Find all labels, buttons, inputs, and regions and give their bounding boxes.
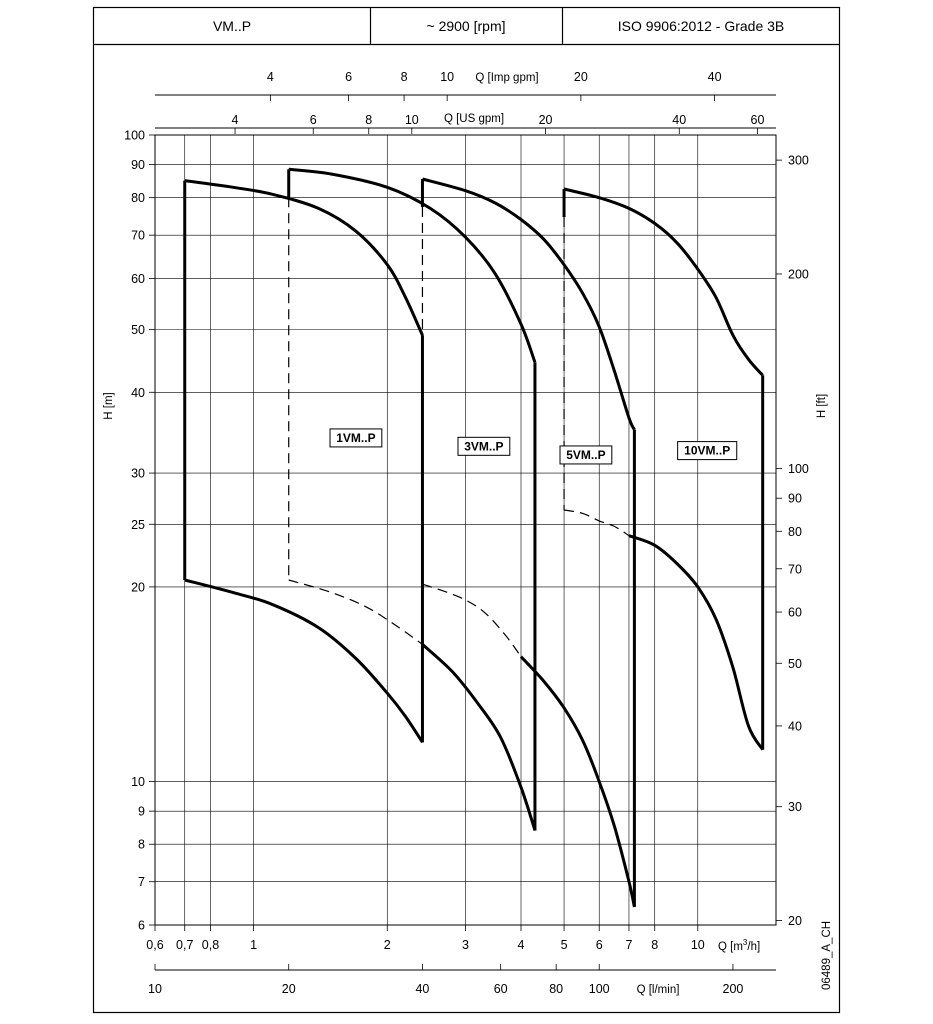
tick-label-l-min: 80 [549, 982, 564, 996]
curves [185, 169, 763, 907]
bottom-axis-title [718, 938, 760, 953]
tick-label-h-m: 6 [138, 918, 145, 933]
tick-label-h-m: 8 [138, 837, 145, 852]
left-axis-title: H [m] [103, 392, 115, 420]
bottom-axis-title-end: /h] [747, 941, 761, 953]
tick-label-h-ft: 30 [788, 800, 802, 815]
tick-label-l-min: 200 [722, 982, 744, 996]
tick-label-h-ft: 40 [788, 719, 802, 734]
tick-label-us-gpm: 60 [750, 113, 765, 127]
header-speed: ~ 2900 [rpm] [426, 18, 506, 34]
tick-label-q-m3h: 3 [462, 938, 469, 952]
series-label-text-5vm-p: 5VM..P [566, 447, 606, 462]
curve-dashed-5vm-p [423, 584, 522, 657]
tick-label-h-m: 50 [131, 323, 145, 338]
curve-min-1vm-p [185, 580, 423, 742]
curve-max-10vm-p [564, 189, 763, 375]
tick-label-h-m: 70 [131, 228, 145, 243]
tick-label-l-min: 100 [588, 982, 610, 996]
axis-ticks [124, 70, 809, 996]
series-labels [330, 429, 737, 464]
tick-label-q-m3h: 0,6 [146, 938, 164, 952]
tick-label-q-m3h: 4 [517, 938, 525, 952]
curve-min-3vm-p [423, 644, 536, 830]
tick-label-h-m: 90 [131, 158, 145, 173]
curve-dashed-3vm-p [289, 580, 423, 644]
curve-max-1vm-p [185, 181, 423, 336]
series-label-text-1vm-p: 1VM..P [336, 430, 376, 445]
tick-label-l-min: 10 [148, 982, 162, 996]
grid-lines [155, 135, 776, 925]
tick-label-h-ft: 200 [788, 267, 809, 282]
tick-label-q-m3h: 8 [651, 938, 659, 952]
tick-label-h-m: 7 [138, 875, 145, 890]
tick-label-q-m3h: 7 [625, 938, 633, 952]
tick-label-us-gpm: 6 [309, 113, 317, 127]
tick-label-us-gpm: 20 [538, 113, 553, 127]
tick-label-h-ft: 70 [788, 562, 802, 577]
bottom-axis-title-sup: 3 [742, 938, 748, 947]
tick-label-h-ft: 100 [788, 462, 809, 477]
drawing-code: 06489_A_CH [821, 920, 833, 990]
tick-label-h-m: 40 [131, 385, 145, 400]
tick-label-imp-gpm: 4 [266, 70, 274, 84]
series-label-text-3vm-p: 3VM..P [464, 439, 504, 454]
bottom-axis-title-main: Q [m [718, 941, 743, 953]
top-imp-axis-title: Q [Imp gpm] [475, 72, 539, 84]
tick-label-q-m3h: 1 [250, 938, 258, 952]
tick-label-h-m: 10 [131, 775, 145, 790]
series-label-5vm-p [560, 446, 612, 464]
curve-min-10vm-p [629, 536, 763, 750]
outer-frame [94, 8, 840, 1013]
tick-label-h-m: 9 [138, 804, 145, 819]
tick-label-imp-gpm: 20 [573, 70, 588, 84]
tick-label-us-gpm: 4 [231, 113, 239, 127]
tick-label-q-m3h: 0,7 [176, 938, 194, 952]
header-model: VM..P [212, 18, 252, 34]
tick-label-us-gpm: 8 [365, 113, 373, 127]
curve-dashed-10vm-p [564, 510, 629, 536]
tick-label-h-m: 60 [131, 271, 145, 286]
series-label-3vm-p [458, 437, 510, 455]
tick-label-q-m3h: 0,8 [201, 938, 220, 952]
tick-label-imp-gpm: 40 [707, 70, 722, 84]
tick-label-h-m: 25 [131, 517, 145, 532]
tick-label-q-m3h: 10 [690, 938, 705, 952]
tick-label-h-ft: 20 [788, 914, 802, 929]
tick-label-q-m3h: 2 [383, 938, 391, 952]
tick-label-q-m3h: 5 [560, 938, 568, 952]
tick-label-imp-gpm: 8 [400, 70, 408, 84]
tick-label-h-m: 80 [131, 191, 145, 206]
tick-label-imp-gpm: 10 [440, 70, 455, 84]
tick-label-h-ft: 50 [788, 656, 802, 671]
tick-label-us-gpm: 40 [672, 113, 687, 127]
tick-label-h-m: 30 [131, 466, 145, 481]
tick-label-h-ft: 300 [788, 153, 809, 168]
tick-label-imp-gpm: 6 [345, 70, 353, 84]
curve-max-3vm-p [289, 169, 535, 362]
tick-label-l-min: 40 [415, 982, 430, 996]
tick-label-h-ft: 60 [788, 605, 802, 620]
right-axis-title: H [ft] [816, 393, 828, 419]
bottom2-axis-title: Q [l/min] [636, 984, 680, 996]
tick-label-h-ft: 90 [788, 491, 802, 506]
tick-label-l-min: 20 [281, 982, 296, 996]
tick-label-l-min: 60 [493, 982, 508, 996]
top-us-axis-title: Q [US gpm] [443, 113, 505, 125]
tick-label-h-ft: 80 [788, 524, 802, 539]
tick-label-h-m: 20 [131, 580, 145, 595]
tick-label-q-m3h: 6 [595, 938, 603, 952]
tick-label-us-gpm: 10 [404, 113, 419, 127]
series-label-1vm-p [330, 429, 382, 447]
series-label-text-10vm-p: 10VM..P [684, 443, 731, 458]
series-label-10vm-p [678, 442, 737, 460]
header-standard: ISO 9906:2012 - Grade 3B [617, 18, 785, 34]
tick-label-h-m: 100 [124, 128, 145, 143]
